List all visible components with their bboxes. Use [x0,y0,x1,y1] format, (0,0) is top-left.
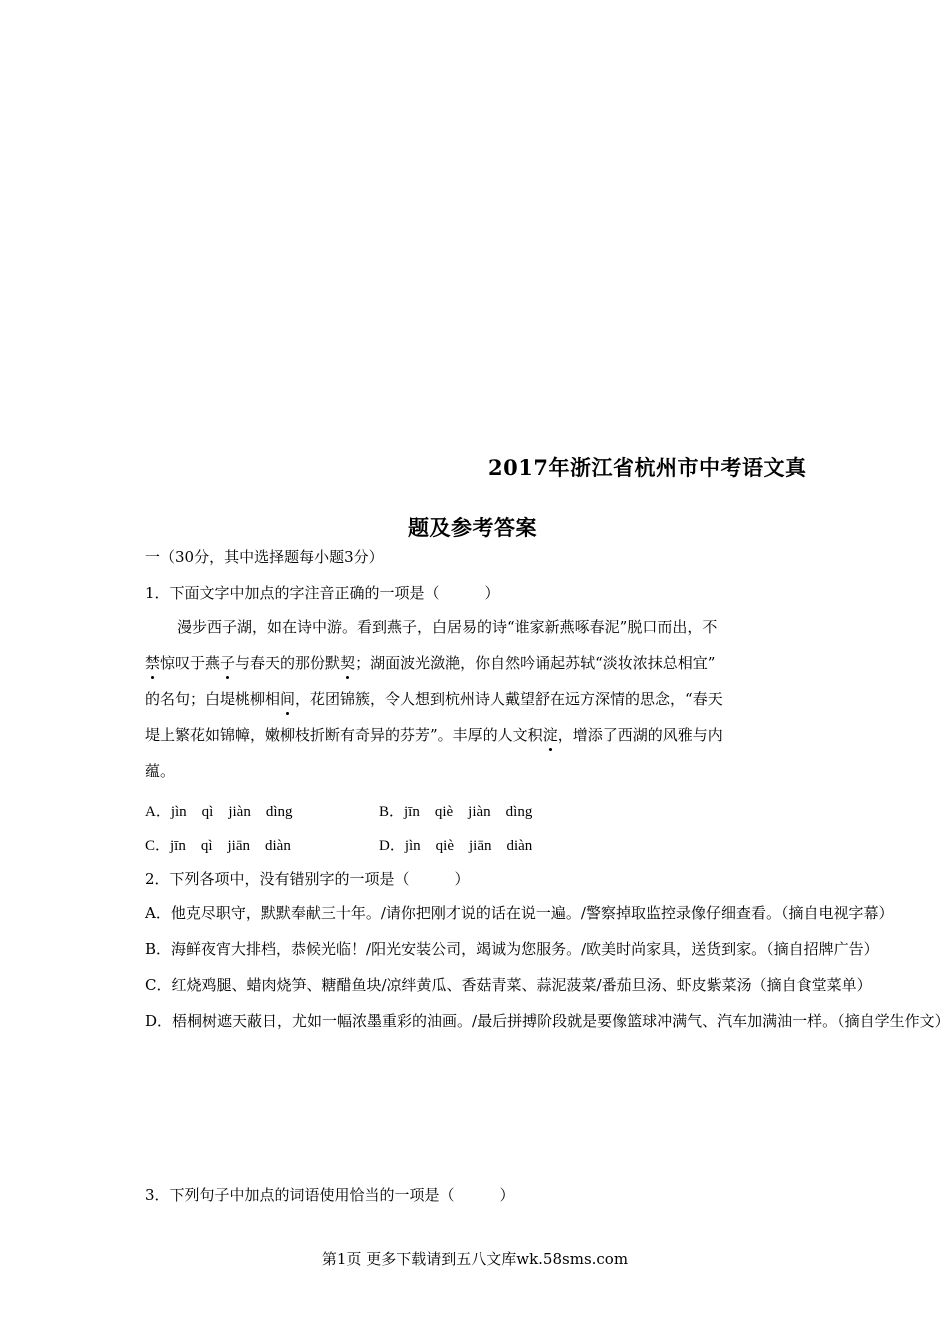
question-2-option-d: D．梧桐树遮天蔽日，尤如一幅浓墨重彩的油画。/最后拼搏阶段就是要像篮球冲满气、汽车加满油一样。（摘自学生作文） [145,1012,950,1030]
question-2-stem: 2．下列各项中，没有错别字的一项是（ ） [145,870,470,888]
passage-text: ，增添了西湖的风雅与内 [557,726,723,744]
passage-line [145,681,808,717]
dotted-char: 淀 [542,726,558,744]
passage-text: 惊叹于燕 [160,654,221,672]
passage-text: 与春天的那份默 [235,654,341,672]
passage-text: 堤上繁花如锦幛，嫩柳枝折断有奇异的芬芳”。丰厚的人文积 [145,726,543,744]
passage-line: 蕴。 [145,762,176,780]
document-title-line2: 题及参考答案 [408,515,537,540]
dotted-char: 子 [220,654,236,672]
dotted-char: 禁 [145,654,161,672]
question-2-option-a: A．他克尽职守，默默奉献三十年。/请你把刚才说的话在说一遍。/警察掉取监控录像仔细查看。（摘自电视字幕） [145,904,894,922]
question-2-option-c: C．红烧鸡腿、蜡肉烧笋、糖醋鱼块/凉绊黄瓜、香菇青菜、蒜泥菠菜/番茄旦汤、虾皮紫菜汤（摘自食堂菜单） [145,976,872,994]
question-1-stem: 1．下面文字中加点的字注音正确的一项是（ ） [145,584,500,602]
question-1-option-b: B．jīn qiè jiàn dìng [379,804,533,820]
question-1-option-d: D．jìn qiè jiān diàn [379,838,533,854]
question-1-passage [145,609,808,789]
passage-line: 漫步西子湖，如在诗中游。看到燕子，白居易的诗“谁家新燕啄春泥”脱口而出，不 [177,618,718,636]
document-title-line1: 2017年浙江省杭州市中考语文真 [488,455,807,480]
question-1-option-a: A．jìn qì jiàn dìng [145,804,293,820]
passage-text: ，花团锦簇，令人想到杭州诗人戴望舒在远方深情的思念，“春天 [295,690,723,708]
question-2-options [145,895,950,1039]
section-heading: 一（30分，其中选择题每小题3分） [145,548,384,566]
passage-line [145,645,808,681]
question-2-option-b: B．海鲜夜宵大排档，恭候光临！/阳光安装公司，竭诚为您服务。/欧美时尚家具，送货到家。（摘自招牌广告） [145,940,879,958]
dotted-char: 契 [340,654,356,672]
dotted-char: 间 [280,690,296,708]
question-3-stem: 3．下列句子中加点的词语使用恰当的一项是（ ） [145,1186,515,1204]
question-1-option-c: C．jīn qì jiān diàn [145,838,291,854]
passage-text: ；湖面波光潋滟，你自然吟诵起苏轼“淡妆浓抹总相宜” [355,654,716,672]
passage-text: 的名句；白堤桃柳相 [145,690,281,708]
passage-line [145,717,808,753]
page-footer: 第1页 更多下载请到五八文库wk.58sms.com [321,1250,629,1268]
